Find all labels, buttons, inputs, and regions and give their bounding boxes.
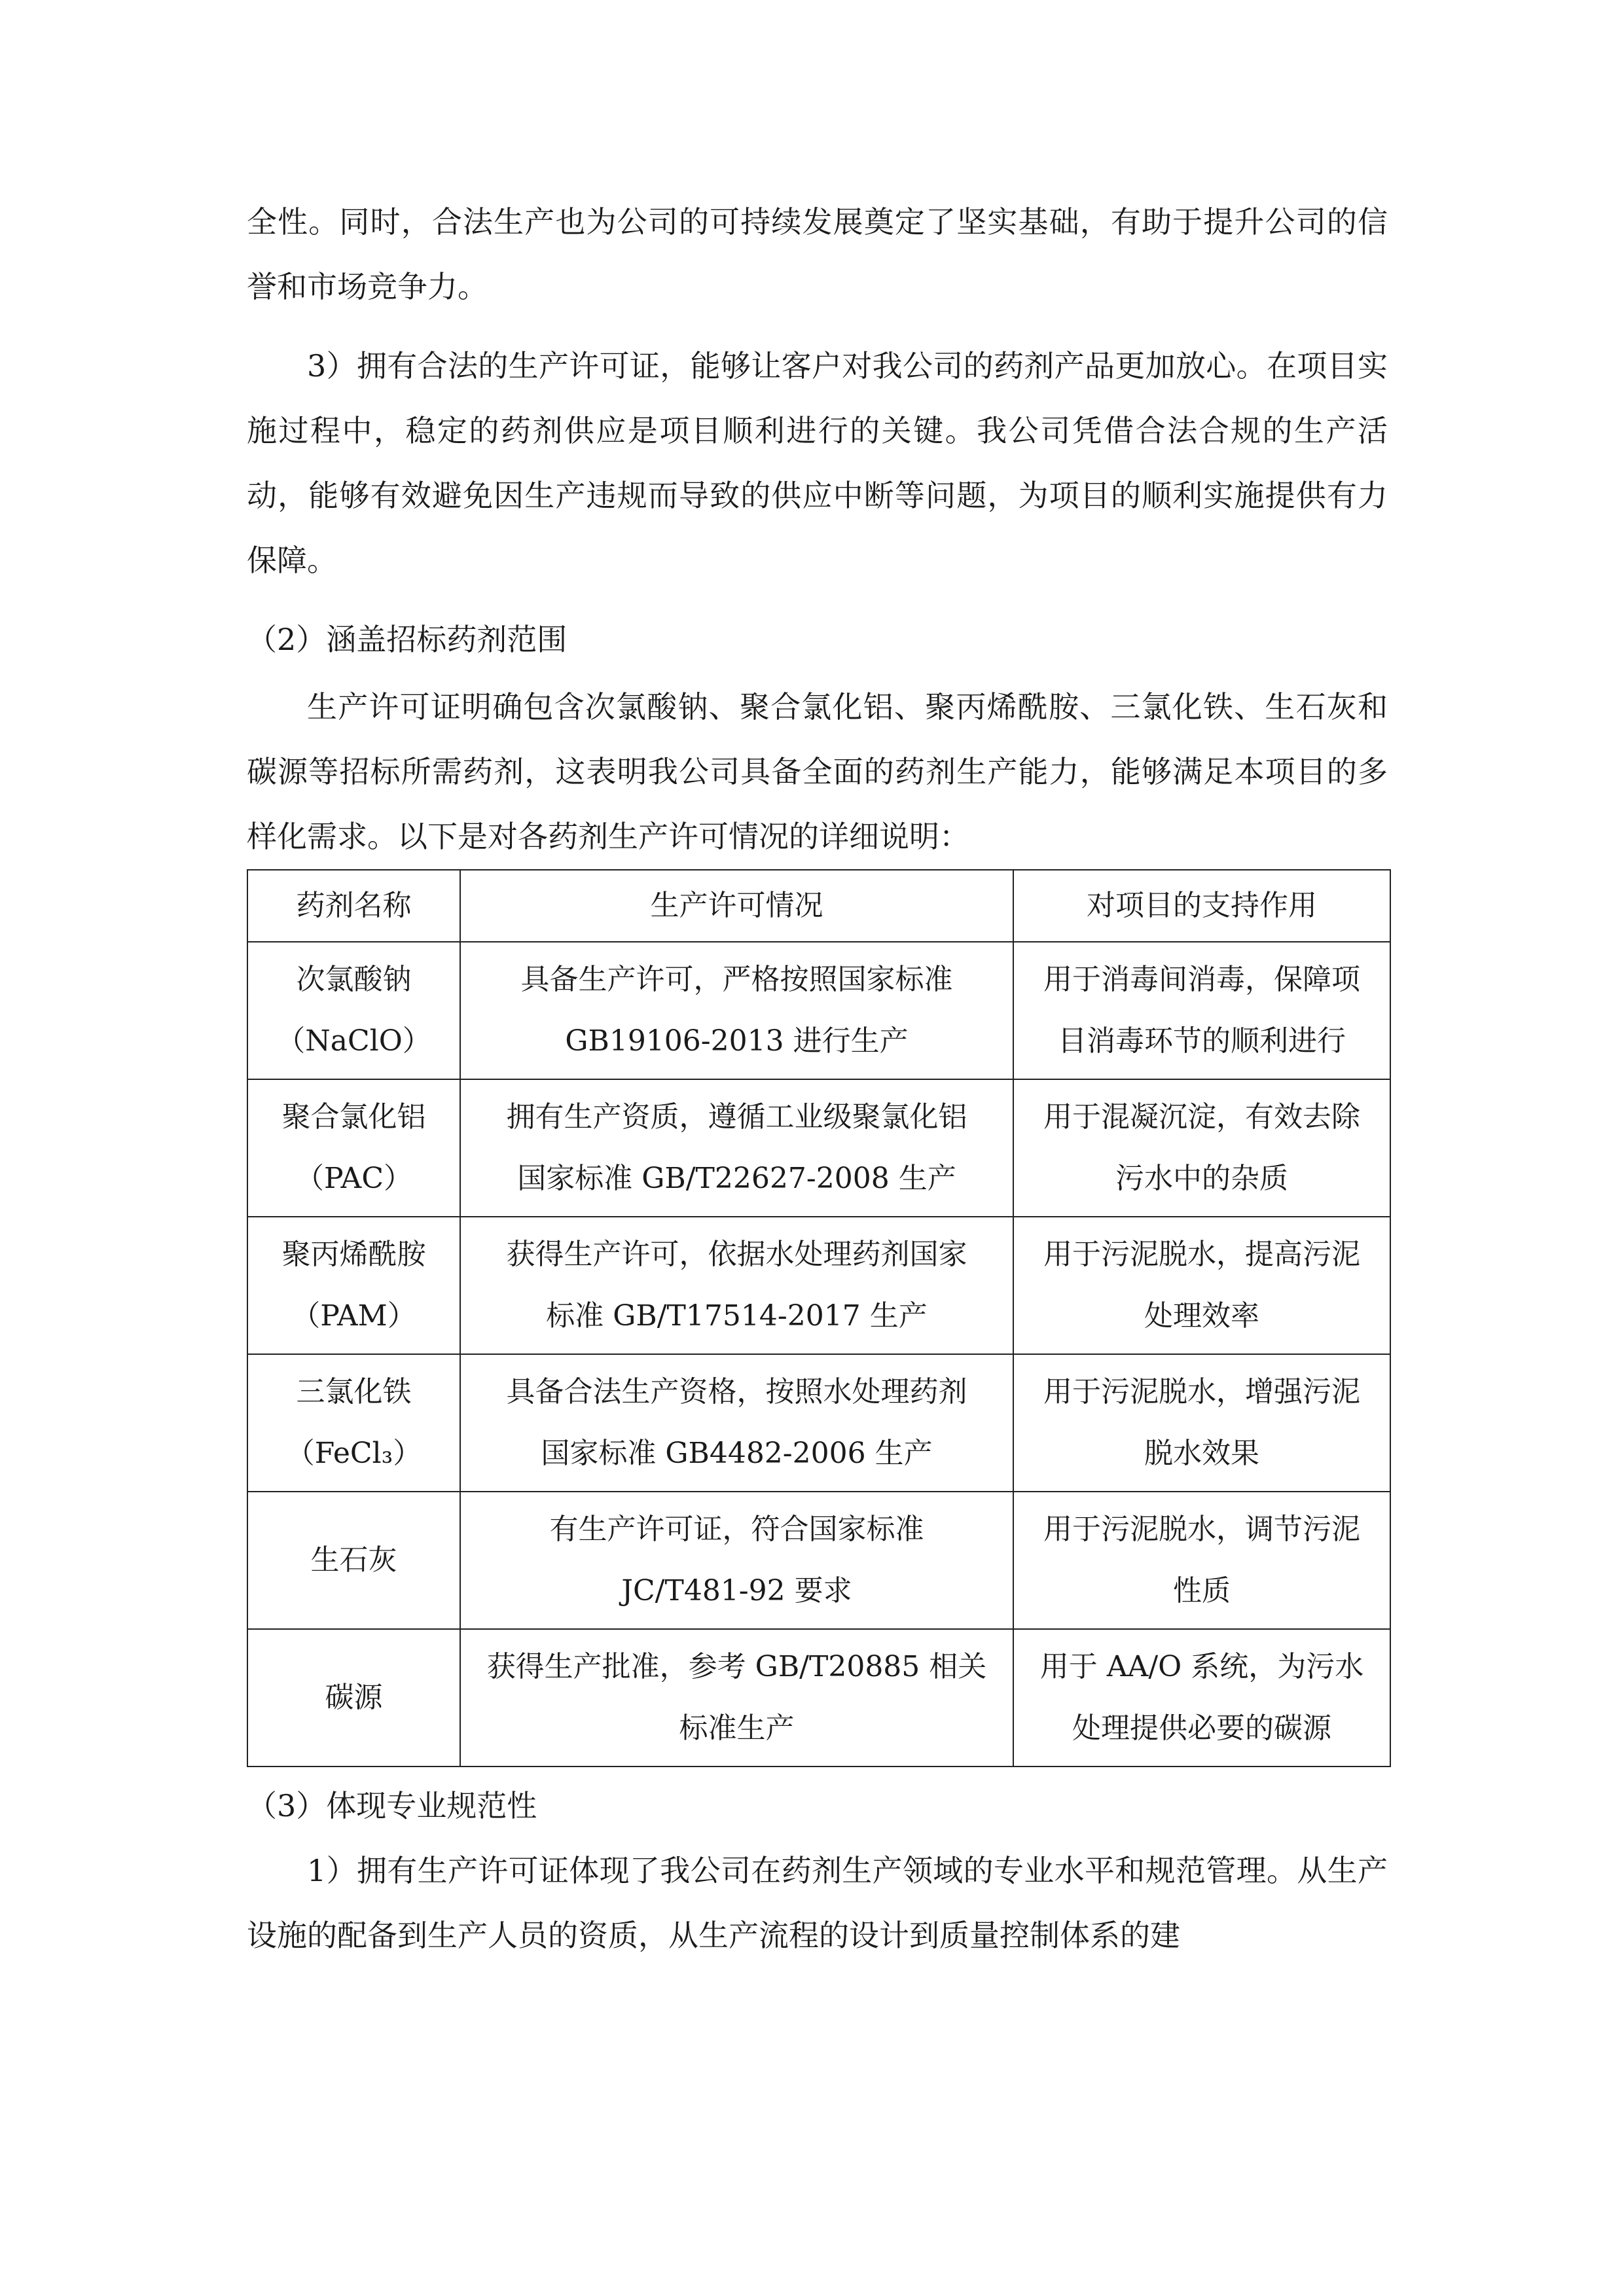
cell-support: 用于混凝沉淀，有效去除 污水中的杂质 xyxy=(1013,1079,1390,1217)
cell-support: 用于 AA/O 系统，为污水 处理提供必要的碳源 xyxy=(1013,1629,1390,1767)
cell-drug-name: 聚合氯化铝 （PAC） xyxy=(247,1079,460,1217)
cell-support: 用于污泥脱水，调节污泥 性质 xyxy=(1013,1492,1390,1629)
cell-drug-name: 生石灰 xyxy=(247,1492,460,1629)
paragraph-item-1: 1）拥有生产许可证体现了我公司在药剂生产领域的专业水平和规范管理。从生产设施的配备到生产人员的资质，从生产流程的设计到质量控制体系的建 xyxy=(247,1853,1388,1953)
cell-license: 拥有生产资质，遵循工业级聚氯化铝 国家标准 GB/T22627-2008 生产 xyxy=(460,1079,1013,1217)
table-row xyxy=(247,1492,1390,1629)
cell-drug-name: 三氯化铁 （FeCl₃） xyxy=(247,1354,460,1492)
table-header-row xyxy=(247,870,1390,942)
cell-support: 用于消毒间消毒，保障项 目消毒环节的顺利进行 xyxy=(1013,942,1390,1079)
table-row xyxy=(247,1354,1390,1492)
cell-drug-name: 聚丙烯酰胺 （PAM） xyxy=(247,1217,460,1354)
table-row xyxy=(247,1629,1390,1767)
section-heading-3: （3）体现专业规范性 xyxy=(247,1788,537,1823)
paragraph-intro-table: 生产许可证明确包含次氯酸钠、聚合氯化铝、聚丙烯酰胺、三氯化铁、生石灰和碳源等招标所需药剂，这表明我公司具备全面的药剂生产能力，能够满足本项目的多样化需求。以下是对各药剂生产许可情况的详细说明： xyxy=(247,689,1388,854)
table-row xyxy=(247,1217,1390,1354)
document-page xyxy=(247,190,1388,1968)
cell-license: 具备生产许可，严格按照国家标准 GB19106-2013 进行生产 xyxy=(460,942,1013,1079)
header-project-support: 对项目的支持作用 xyxy=(1013,870,1390,942)
cell-support: 用于污泥脱水，提高污泥 处理效率 xyxy=(1013,1217,1390,1354)
table-row xyxy=(247,1079,1390,1217)
header-drug-name: 药剂名称 xyxy=(247,870,460,942)
cell-license: 获得生产许可，依据水处理药剂国家 标准 GB/T17514-2017 生产 xyxy=(460,1217,1013,1354)
drug-license-table xyxy=(247,869,1391,1767)
table-row xyxy=(247,942,1390,1079)
cell-drug-name: 次氯酸钠 （NaClO） xyxy=(247,942,460,1079)
paragraph-continuation: 全性。同时，合法生产也为公司的可持续发展奠定了坚实基础，有助于提升公司的信誉和市场竞争力。 xyxy=(247,204,1388,304)
cell-license: 获得生产批准，参考 GB/T20885 相关 标准生产 xyxy=(460,1629,1013,1767)
cell-support: 用于污泥脱水，增强污泥 脱水效果 xyxy=(1013,1354,1390,1492)
cell-license: 有生产许可证，符合国家标准 JC/T481-92 要求 xyxy=(460,1492,1013,1629)
header-license-status: 生产许可情况 xyxy=(460,870,1013,942)
paragraph-item-3: 3）拥有合法的生产许可证，能够让客户对我公司的药剂产品更加放心。在项目实施过程中，稳定的药剂供应是项目顺利进行的关键。我公司凭借合法合规的生产活动，能够有效避免因生产违规而导致的供应中断等问题，为项目的顺利实施提供有力保障。 xyxy=(247,348,1388,578)
cell-drug-name: 碳源 xyxy=(247,1629,460,1767)
cell-license: 具备合法生产资格，按照水处理药剂 国家标准 GB4482-2006 生产 xyxy=(460,1354,1013,1492)
section-heading-2: （2）涵盖招标药剂范围 xyxy=(247,622,568,657)
